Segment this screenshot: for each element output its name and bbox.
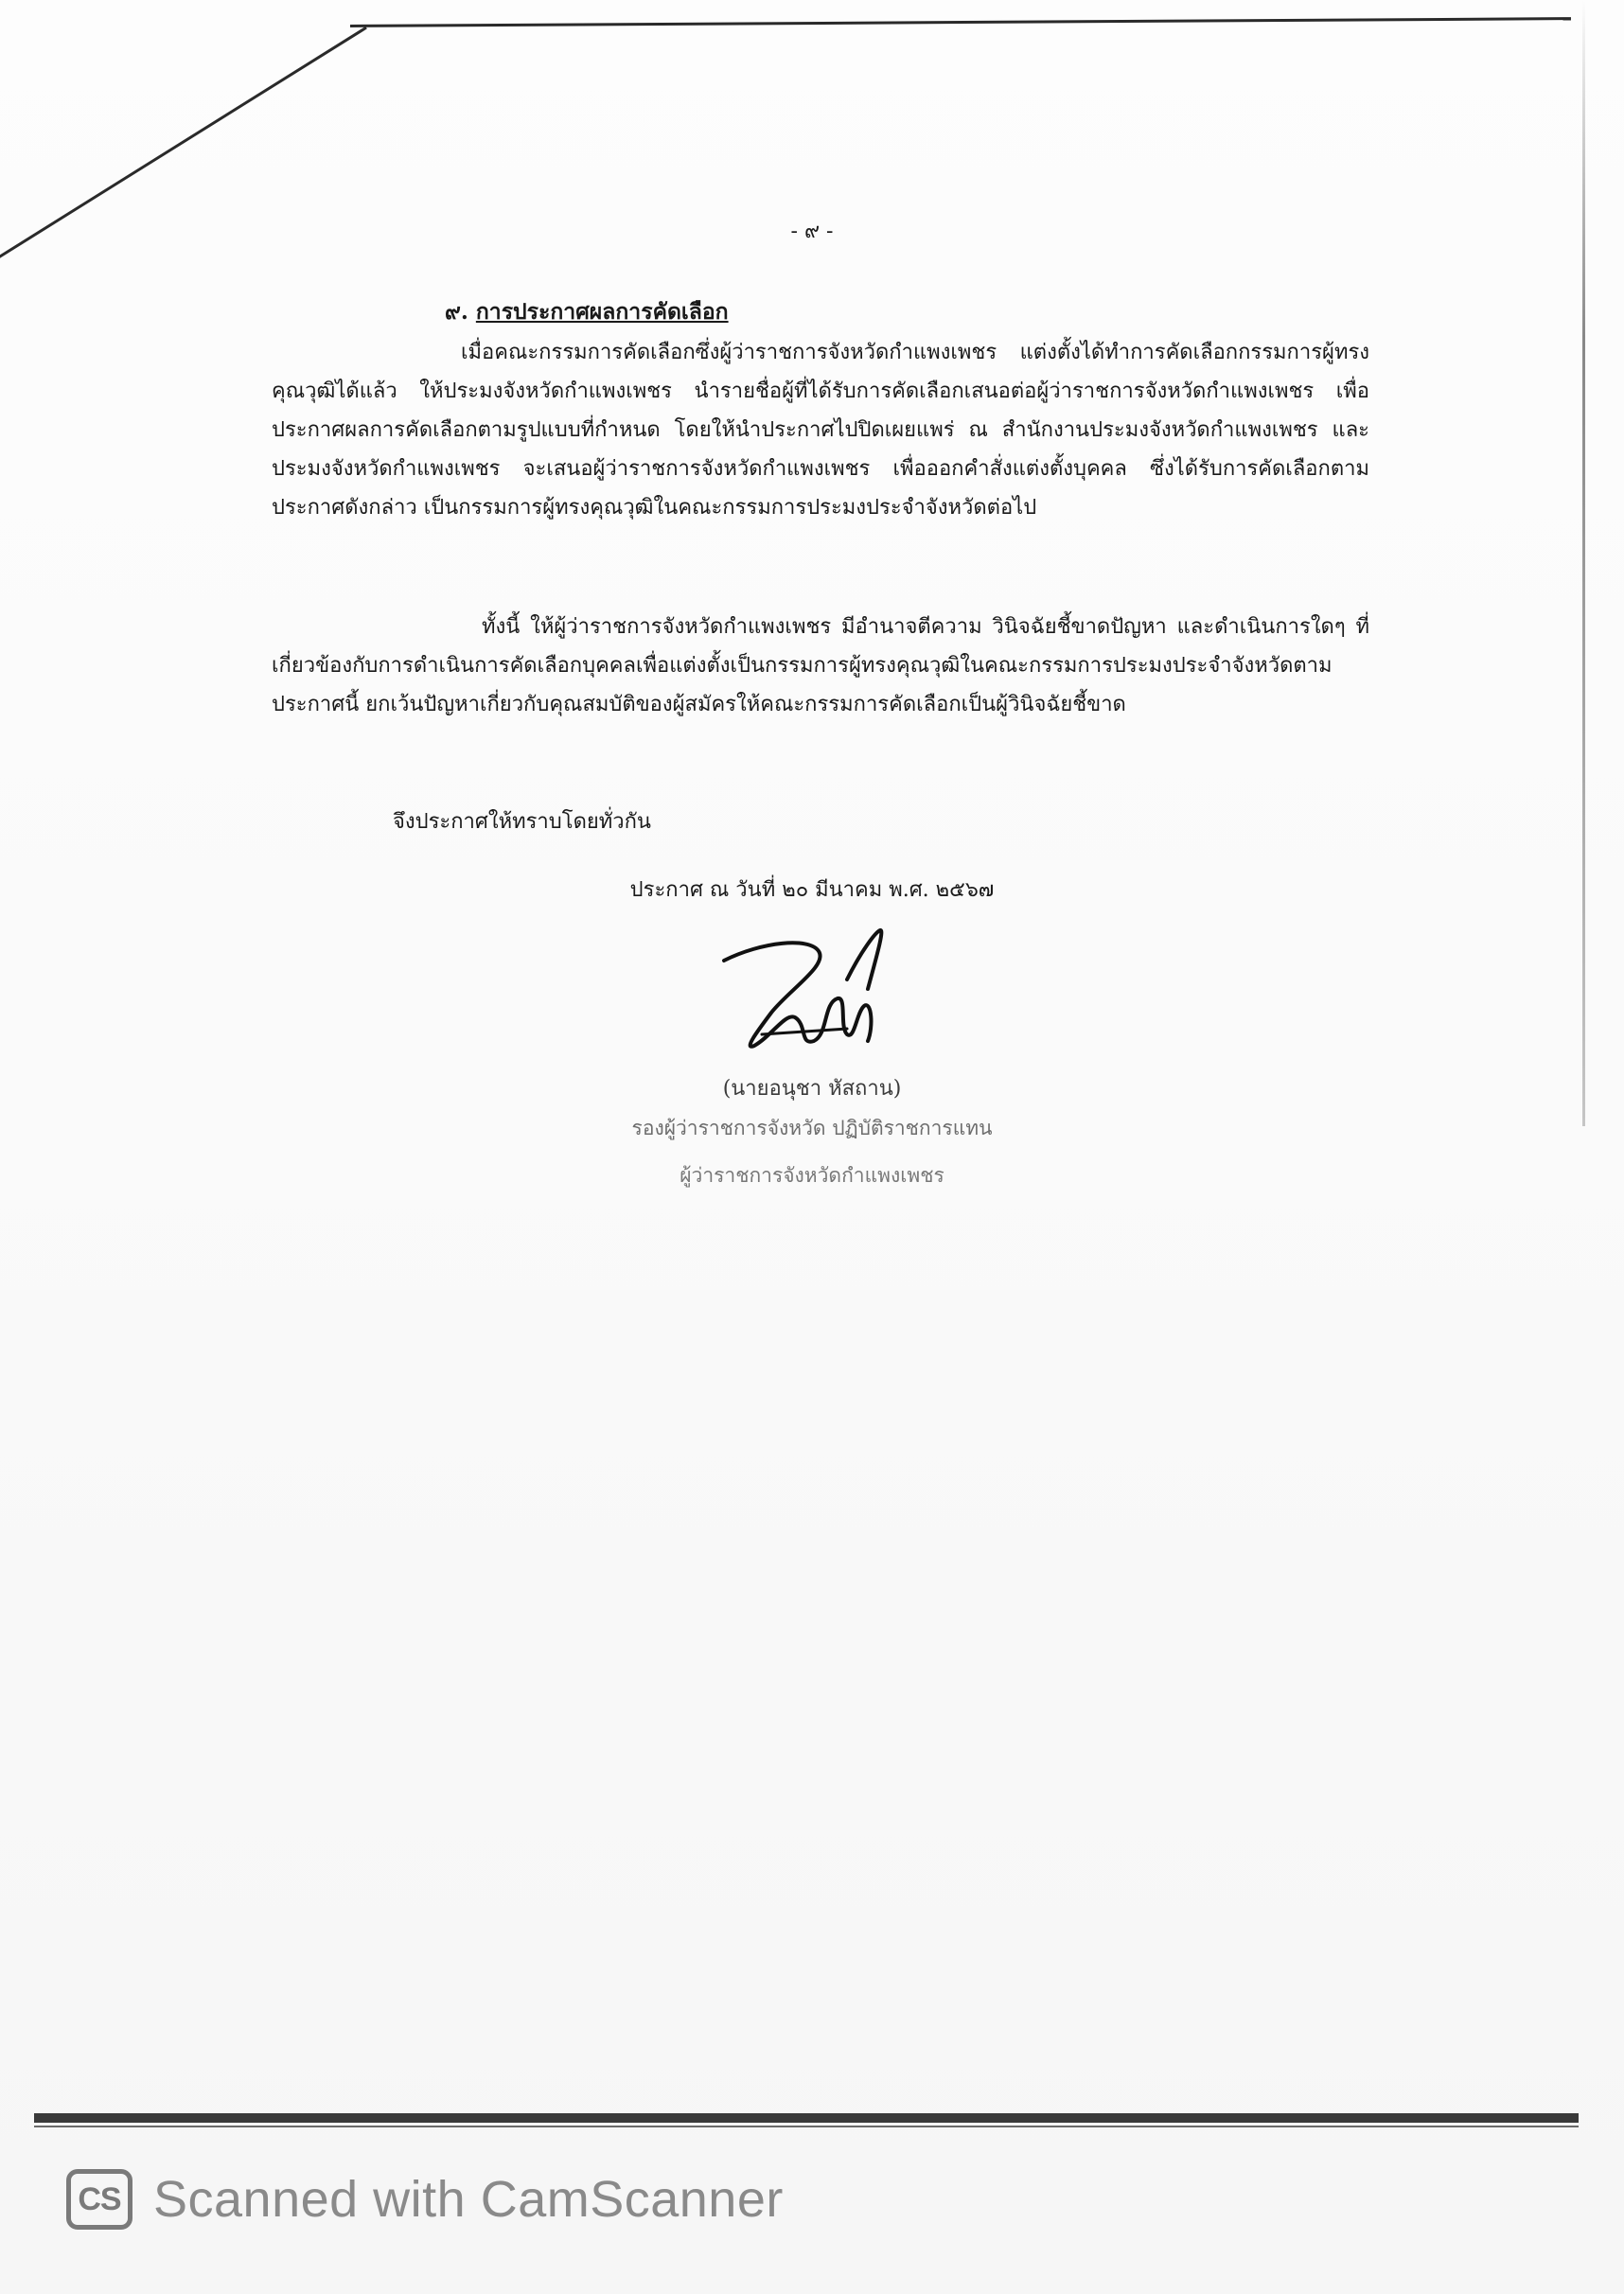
scan-edge-right [1582,0,1585,1126]
signer-name: (นายอนุชา หัสถาน) [722,1077,902,1101]
page-number: - ๙ - [790,220,834,243]
scan-edge-bottom-line [34,2126,1579,2127]
body-paragraph: ทั้งนี้ ให้ผู้ว่าราชการจังหวัดกำแพงเพชร มีอำนาจตีความ วินิจฉัยชี้ขาดปัญหา และดำเนินการใดๆ ที่เกี่ยวข้องกับการดำเนินการคัดเลือกบุคคลเพื่อแต่งตั้งเป็นกรรมการผู้ทรงคุณวุฒิในคณะกรรมการประมงประจำจังหวัดตามประกาศนี้ ยกเว้นปัญหาเกี่ยวกับคุณสมบัติของผู้สมัครให้คณะกรรมการคัดเลือกเป็นผู้วินิจฉัยชี้ขาด [272,615,1369,716]
signer-title-stamp: ผู้ว่าราชการจังหวัดกำแพงเพชร [680,1164,944,1187]
handwritten-signature [705,923,913,1065]
body-paragraph: เมื่อคณะกรรมการคัดเลือกซึ่งผู้ว่าราชการจังหวัดกำแพงเพชร แต่งตั้งได้ทำการคัดเลือกกรรมการผู้ทรงคุณวุฒิได้แล้ว ให้ประมงจังหวัดกำแพงเพชร นำรายชื่อผู้ที่ได้รับการคัดเลือกเสนอต่อผู้ว่าราชการจังหวัดกำแพงเพชร เพื่อประกาศผลการคัดเลือกตามรูปแบบที่กำหนด โดยให้นำประกาศไปปิดเผยแพร่ ณ สำนักงานประมงจังหวัดกำแพงเพชร และประมงจังหวัดกำแพงเพชร จะเสนอผู้ว่าราชการจังหวัดกำแพงเพชร เพื่อออกคำสั่งแต่งตั้งบุคคล ซึ่งได้รับการคัดเลือกตามประกาศดังกล่าว เป็นกรรมการผู้ทรงคุณวุฒิในคณะกรรมการประมงประจำจังหวัดต่อไป [272,341,1369,520]
section-number: ๙. [445,299,468,325]
closing-statement: จึงประกาศให้ทราบโดยทั่วกัน [393,810,651,834]
signer-title-stamp: รองผู้ว่าราชการจังหวัด ปฏิบัติราชการแทน [631,1117,993,1139]
camscanner-logo-icon: CS [66,2169,132,2230]
announcement-date: ประกาศ ณ วันที่ ๒๐ มีนาคม พ.ศ. ๒๕๖๗ [629,878,995,902]
scan-edge-bottom [34,2113,1579,2123]
scan-edge-top [350,17,1571,27]
section-heading [445,295,729,329]
watermark-text: Scanned with CamScanner [153,2171,784,2228]
section-title: การประกาศผลการคัดเลือก [475,299,729,325]
camscanner-watermark [66,2169,784,2230]
